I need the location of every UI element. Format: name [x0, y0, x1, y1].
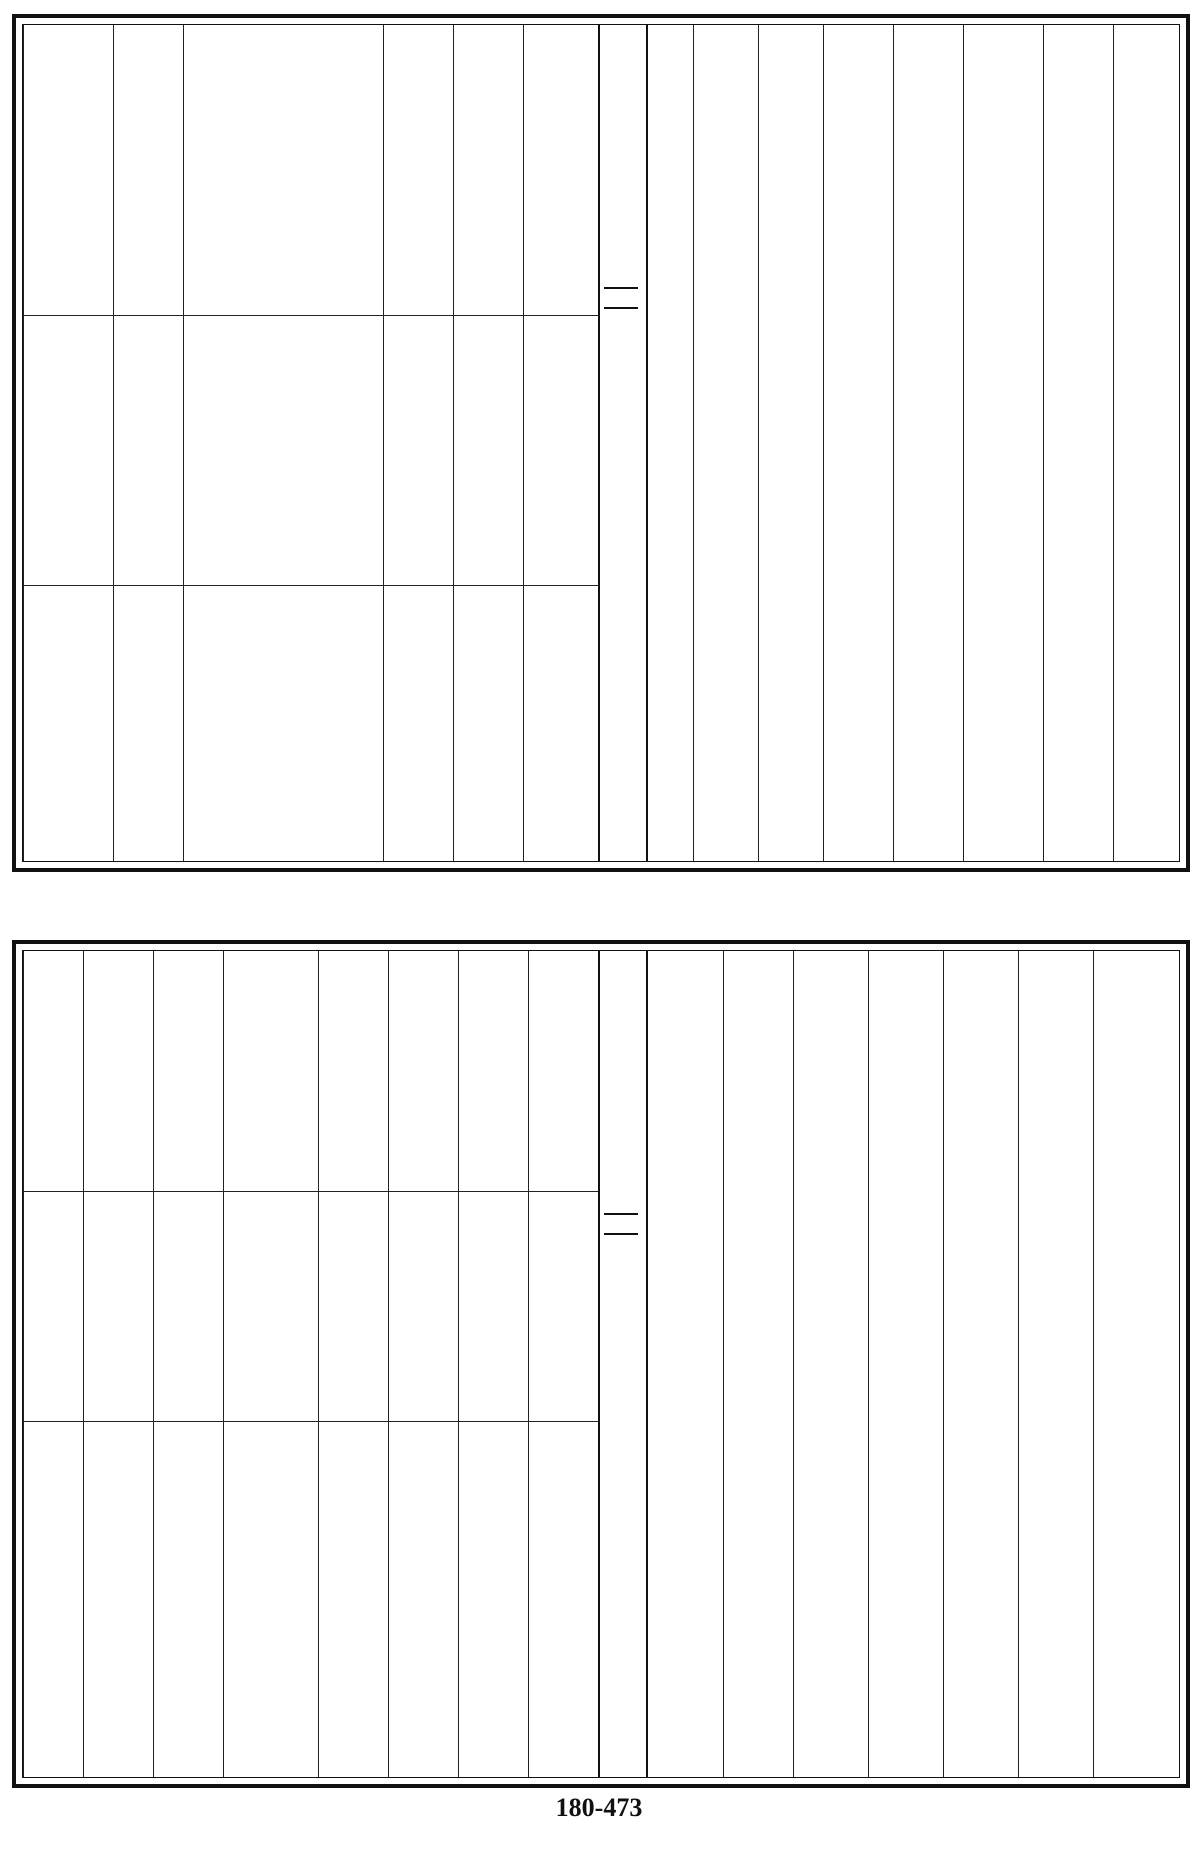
- text-column: [644, 951, 724, 1777]
- text-column: [223, 951, 319, 1777]
- text-column: [153, 951, 224, 1777]
- text-column: [453, 25, 524, 861]
- text-column: [83, 951, 154, 1777]
- text-column: [318, 951, 389, 1777]
- fish-tail-mark: [604, 1213, 638, 1235]
- commentary-column: [793, 951, 869, 1777]
- text-column: [1043, 25, 1114, 861]
- top-page-spread: [12, 14, 1190, 872]
- commentary-column: [893, 25, 964, 861]
- page-number: 180-473: [555, 1793, 643, 1822]
- text-column: [523, 25, 599, 861]
- text-column: [383, 25, 454, 861]
- center-gutter: [598, 951, 648, 1777]
- text-column: [1113, 25, 1178, 861]
- text-column: [458, 951, 529, 1777]
- text-column: [388, 951, 459, 1777]
- commentary-column: [868, 951, 944, 1777]
- commentary-column: [723, 951, 794, 1777]
- commentary-column: [943, 951, 1019, 1777]
- text-column: [23, 25, 114, 861]
- center-gutter: [598, 25, 648, 861]
- top-page-frame: [22, 24, 1180, 862]
- text-column: [693, 25, 759, 861]
- commentary-column: [963, 25, 1044, 861]
- text-column: [644, 25, 694, 861]
- text-column: [113, 25, 184, 861]
- commentary-column: [1093, 951, 1178, 1777]
- bottom-page-spread: [12, 940, 1190, 1788]
- text-column: [823, 25, 894, 861]
- text-column: [23, 951, 84, 1777]
- fish-tail-mark: [604, 287, 638, 309]
- text-column: [528, 951, 599, 1777]
- commentary-column: [1018, 951, 1094, 1777]
- text-column: [183, 25, 384, 861]
- bottom-page-frame: [22, 950, 1180, 1778]
- text-column: [758, 25, 824, 861]
